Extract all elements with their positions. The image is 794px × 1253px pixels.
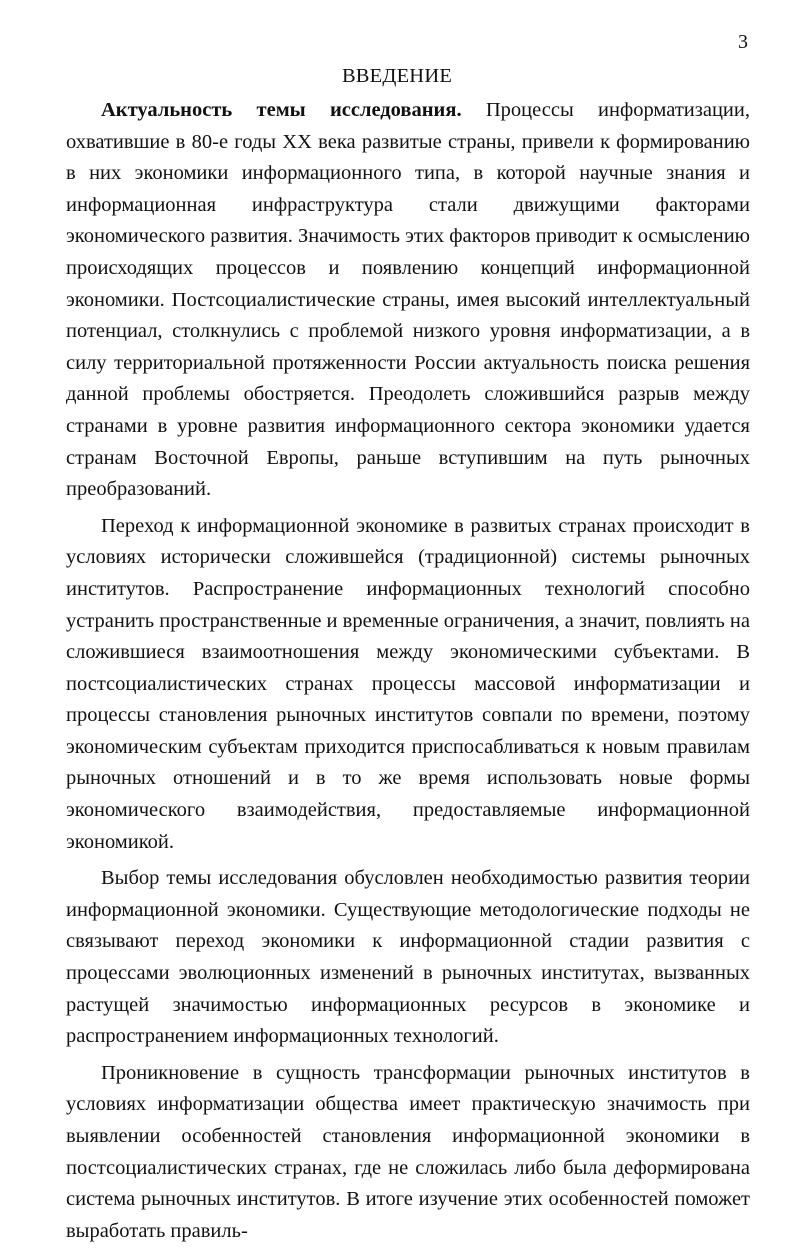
paragraph-lead-heading: Актуальность темы исследования. bbox=[101, 99, 462, 121]
paragraph-topic-choice: Выбор темы исследования обусловлен необходимостью развития теории информационной экономики. Существующие методологические подходы не связывают переход экономики к информационной стадии развития с процессами эволюционных изменений в рыночных институтах, вызванных растущей значимостью информационных ресурсов в экономике и распространением информационных технологий. bbox=[66, 867, 750, 1048]
body-text bbox=[66, 95, 750, 1247]
paragraph-transition: Переход к информационной экономике в развитых странах происходит в условиях исторически сложившейся (традиционной) системы рыночных институтов. Распространение информационных технологий способно устранить пространственные и временные ограничения, а значит, повлиять на сложившиеся взаимоотношения между экономическими субъектами. В постсоциалистических странах процессы массовой информатизации и процессы становления рыночных институтов совпали по времени, поэтому экономическим субъектам приходится приспосабливаться к новым правилам рыночных отношений и в то же время использовать новые формы экономического взаимодействия, предоставляемые информационной экономикой. bbox=[66, 514, 750, 853]
paragraph-significance: Проникновение в сущность трансформации рыночных институтов в условиях информатизации общества имеет практическую значимость при выявлении особенностей становления информационной экономики в постсоциалистических странах, где не сложилась либо была деформирована система рыночных институтов. В итоге изучение этих особенностей поможет выработать правиль- bbox=[66, 1061, 750, 1242]
paragraph-relevance bbox=[66, 95, 750, 506]
page-number: 3 bbox=[738, 31, 748, 53]
section-title: ВВЕДЕНИЕ bbox=[341, 65, 453, 87]
paragraph-text: Процессы информатизации, охватившие в 80-е годы XX века развитые страны, привели к формированию в них экономики информационного типа, в которой научные знания и информационная инфраструктура стали движущими факторами экономического развития. Значимость этих факторов приводит к осмыслению происходящих процессов и появлению концепций информационной экономики. Постсоциалистические страны, имея высокий интеллектуальный потенциал, столкнулись с проблемой низкого уровня информатизации, а в силу территориальной протяженности России актуальность поиска решения данной проблемы обостряется. Преодолеть сложившийся разрыв между странами в уровне развития информационного сектора экономики удается странам Восточной Европы, раньше вступившим на путь рыночных преобразований. bbox=[66, 99, 750, 501]
